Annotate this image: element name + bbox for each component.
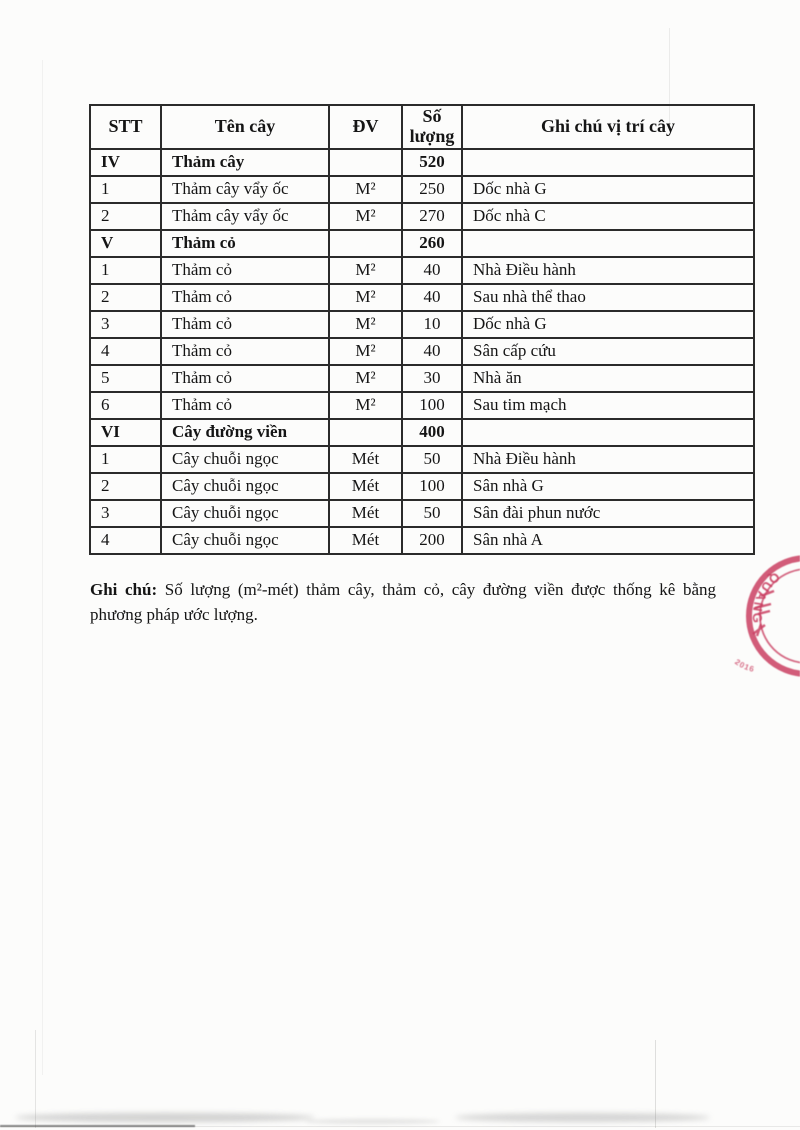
cell-unit: Mét (329, 473, 402, 500)
cell-note: Sân đài phun nước (462, 500, 754, 527)
table-row (90, 527, 754, 554)
table-row (90, 419, 754, 446)
scan-artifact-edge-line (0, 1125, 195, 1127)
cell-name: Cây chuỗi ngọc (161, 527, 329, 554)
cell-note: Dốc nhà G (462, 176, 754, 203)
cell-stt: 3 (90, 500, 161, 527)
stamp-digits: 2016 (733, 657, 756, 675)
cell-stt: VI (90, 419, 161, 446)
cell-qty: 250 (402, 176, 462, 203)
table-row (90, 365, 754, 392)
cell-qty: 10 (402, 311, 462, 338)
table-body (90, 149, 754, 554)
cell-unit: M² (329, 365, 402, 392)
header-row (90, 105, 754, 149)
scan-artifact-smudge (455, 1113, 710, 1122)
col-header-stt: STT (90, 105, 161, 149)
scan-artifact-vertical-line (42, 60, 43, 1075)
cell-note: Nhà ăn (462, 365, 754, 392)
cell-stt: 1 (90, 257, 161, 284)
table-row (90, 230, 754, 257)
cell-note: Sân cấp cứu (462, 338, 754, 365)
cell-stt: 2 (90, 203, 161, 230)
col-header-unit: ĐV (329, 105, 402, 149)
cell-qty: 30 (402, 365, 462, 392)
cell-note: Dốc nhà G (462, 311, 754, 338)
cell-qty: 40 (402, 338, 462, 365)
cell-unit: M² (329, 176, 402, 203)
cell-unit (329, 149, 402, 176)
cell-name: Thảm cây vẩy ốc (161, 176, 329, 203)
cell-unit (329, 230, 402, 257)
cell-stt: 4 (90, 527, 161, 554)
cell-name: Cây đường viền (161, 419, 329, 446)
cell-qty: 200 (402, 527, 462, 554)
red-stamp-icon (695, 550, 800, 680)
cell-unit: Mét (329, 500, 402, 527)
table-row (90, 338, 754, 365)
cell-name: Thảm cỏ (161, 230, 329, 257)
table-row (90, 446, 754, 473)
table-row (90, 203, 754, 230)
footnote (90, 577, 716, 627)
cell-qty: 50 (402, 500, 462, 527)
cell-name: Thảm cây (161, 149, 329, 176)
table-row (90, 311, 754, 338)
cell-stt: 3 (90, 311, 161, 338)
cell-unit (329, 419, 402, 446)
scan-artifact-smudge (15, 1113, 315, 1122)
plant-inventory-table (89, 104, 755, 555)
cell-note: Sân nhà A (462, 527, 754, 554)
cell-qty: 520 (402, 149, 462, 176)
cell-note: Sau tim mạch (462, 392, 754, 419)
cell-stt: 4 (90, 338, 161, 365)
cell-stt: 2 (90, 473, 161, 500)
cell-name: Thảm cỏ (161, 365, 329, 392)
cell-stt: IV (90, 149, 161, 176)
cell-name: Thảm cỏ (161, 311, 329, 338)
scan-artifact-vertical-line (35, 1030, 36, 1128)
table-header (90, 105, 754, 149)
cell-stt: 5 (90, 365, 161, 392)
table-row (90, 284, 754, 311)
cell-note: Sau nhà thể thao (462, 284, 754, 311)
cell-name: Cây chuỗi ngọc (161, 446, 329, 473)
table-row (90, 500, 754, 527)
cell-note: Sân nhà G (462, 473, 754, 500)
table-row (90, 176, 754, 203)
cell-name: Thảm cỏ (161, 284, 329, 311)
cell-note (462, 149, 754, 176)
cell-unit: Mét (329, 446, 402, 473)
cell-stt: 2 (90, 284, 161, 311)
footnote-label: Ghi chú: (90, 580, 158, 599)
scan-artifact-vertical-line (655, 1040, 656, 1128)
table-row (90, 149, 754, 176)
cell-name: Cây chuỗi ngọc (161, 500, 329, 527)
stamp-arc-text: QUANG (749, 569, 784, 626)
cell-qty: 100 (402, 392, 462, 419)
cell-unit: M² (329, 257, 402, 284)
cell-unit: M² (329, 311, 402, 338)
cell-unit: M² (329, 338, 402, 365)
col-header-qty: Số lượng (402, 105, 462, 149)
scan-artifact-smudge (305, 1119, 440, 1124)
cell-qty: 40 (402, 257, 462, 284)
cell-name: Cây chuỗi ngọc (161, 473, 329, 500)
footnote-text: Số lượng (m²-mét) thảm cây, thảm cỏ, cây đường viền được thống kê bằng phương pháp ước lượng. (90, 580, 716, 624)
cell-stt: 1 (90, 446, 161, 473)
cell-note (462, 230, 754, 257)
table-row (90, 257, 754, 284)
cell-note: Dốc nhà C (462, 203, 754, 230)
cell-stt: 1 (90, 176, 161, 203)
cell-unit: M² (329, 284, 402, 311)
table-row (90, 392, 754, 419)
cell-qty: 260 (402, 230, 462, 257)
cell-name: Thảm cỏ (161, 338, 329, 365)
cell-qty: 400 (402, 419, 462, 446)
cell-qty: 40 (402, 284, 462, 311)
cell-unit: Mét (329, 527, 402, 554)
col-header-name: Tên cây (161, 105, 329, 149)
cell-unit: M² (329, 203, 402, 230)
table-row (90, 473, 754, 500)
cell-stt: 6 (90, 392, 161, 419)
cell-unit: M² (329, 392, 402, 419)
cell-name: Thảm cỏ (161, 257, 329, 284)
cell-qty: 270 (402, 203, 462, 230)
cell-note: Nhà Điều hành (462, 446, 754, 473)
cell-stt: V (90, 230, 161, 257)
cell-name: Thảm cỏ (161, 392, 329, 419)
cell-qty: 50 (402, 446, 462, 473)
cell-name: Thảm cây vẩy ốc (161, 203, 329, 230)
cell-qty: 100 (402, 473, 462, 500)
col-header-note: Ghi chú vị trí cây (462, 105, 754, 149)
cell-note: Nhà Điều hành (462, 257, 754, 284)
scan-artifact-edge-line (0, 1126, 800, 1127)
cell-note (462, 419, 754, 446)
